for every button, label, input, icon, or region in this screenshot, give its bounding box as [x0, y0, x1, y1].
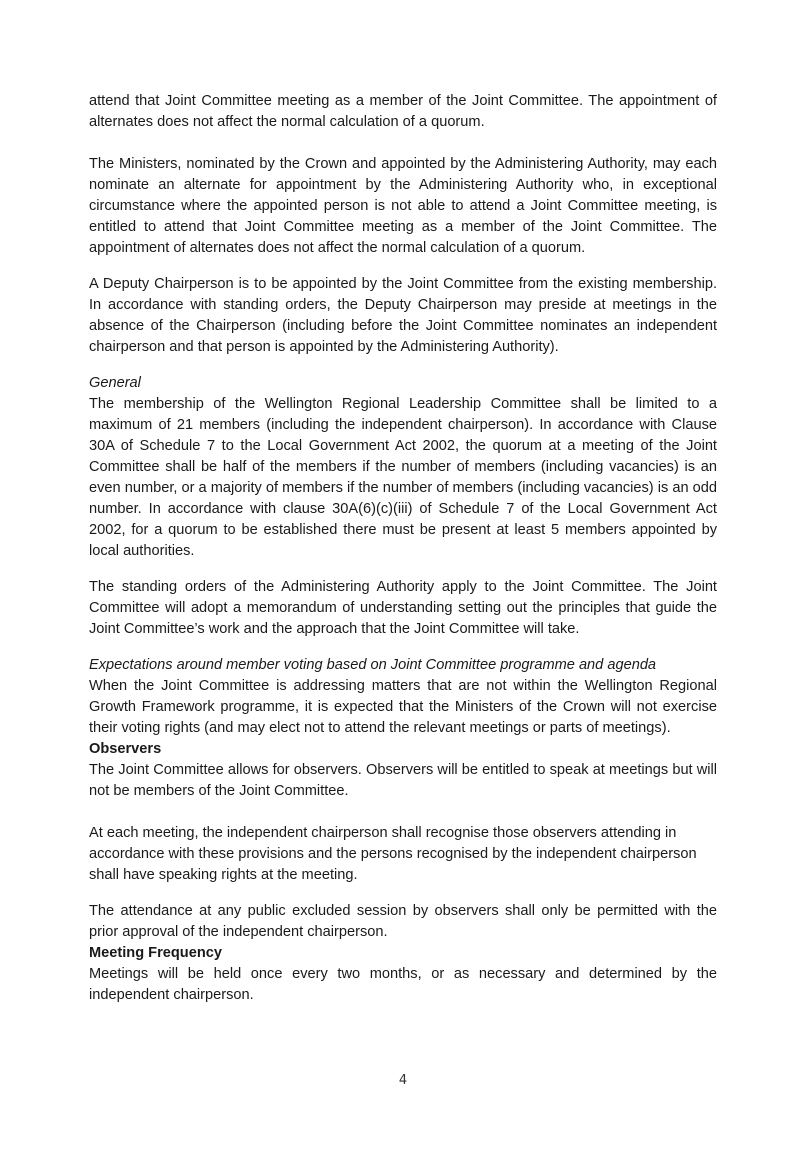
heading-voting-expectations: Expectations around member voting based on Joint Committee programme and agenda: [89, 657, 657, 673]
paragraph-voting-expectations: When the Joint Committee is addressing matters that are not within the Wellington Regional Growth Framework programme, it is expected that the Ministers of the Crown will not exercise their voting rights (and may elect not to attend the relevant meetings or parts of meetings).: [89, 678, 717, 736]
heading-observers: Observers: [89, 741, 162, 757]
paragraph-standing-orders: The standing orders of the Administering Authority apply to the Joint Committee. The Joint Committee will adopt a memorandum of understanding setting out the principles that guide the Joint Committee’s work and the approach that the Joint Committee will take.: [89, 579, 717, 637]
paragraph-membership-quorum: The membership of the Wellington Regional Leadership Committee shall be limited to a maximum of 21 members (including the independent chairperson). In accordance with Clause 30A of Schedule 7 to the Local Government Act 2002, the quorum at a meeting of the Joint Committee shall be half of the members if the number of members (including vacancies) is an even number, or a majority of members if the number of members (including vacancies) is an odd number. In accordance with clause 30A(6)(c)(iii) of Schedule 7 of the Local Government Act 2002, for a quorum to be established there must be present at least 5 members appointed by local authorities.: [89, 396, 717, 559]
document-body: [89, 91, 717, 1006]
paragraph-alternates-continued: attend that Joint Committee meeting as a member of the Joint Committee. The appointment of alternates does not affect the normal calculation of a quorum.: [89, 93, 717, 130]
page-number: 4: [398, 1073, 408, 1088]
paragraph-deputy-chairperson: A Deputy Chairperson is to be appointed by the Joint Committee from the existing membership. In accordance with standing orders, the Deputy Chairperson may preside at meetings in the absence of the Chairperson (including before the Joint Committee nominates an independent chairperson and that person is appointed by the Administering Authority).: [89, 276, 717, 355]
paragraph-observers-allowed: The Joint Committee allows for observers. Observers will be entitled to speak at meetings but will not be members of the Joint Committee.: [89, 762, 717, 799]
paragraph-ministers-alternates: The Ministers, nominated by the Crown and appointed by the Administering Authority, may each nominate an alternate for appointment by the Administering Authority who, in exceptional circumstance where the appointed person is not able to attend a Joint Committee meeting, is entitled to attend that Joint Committee meeting as a member of the Joint Committee. The appointment of alternates does not affect the normal calculation of a quorum.: [89, 156, 717, 256]
paragraph-public-excluded: The attendance at any public excluded session by observers shall only be permitted with the prior approval of the independent chairperson.: [89, 903, 717, 940]
paragraph-observers-recognition: At each meeting, the independent chairperson shall recognise those observers attending in accordance with these provisions and the persons recognised by the independent chairperson shall have speaking rights at the meeting.: [89, 825, 697, 883]
heading-general: General: [89, 375, 141, 391]
paragraph-meeting-frequency: Meetings will be held once every two months, or as necessary and determined by the independent chairperson.: [89, 966, 717, 1003]
heading-meeting-frequency: Meeting Frequency: [89, 945, 222, 961]
